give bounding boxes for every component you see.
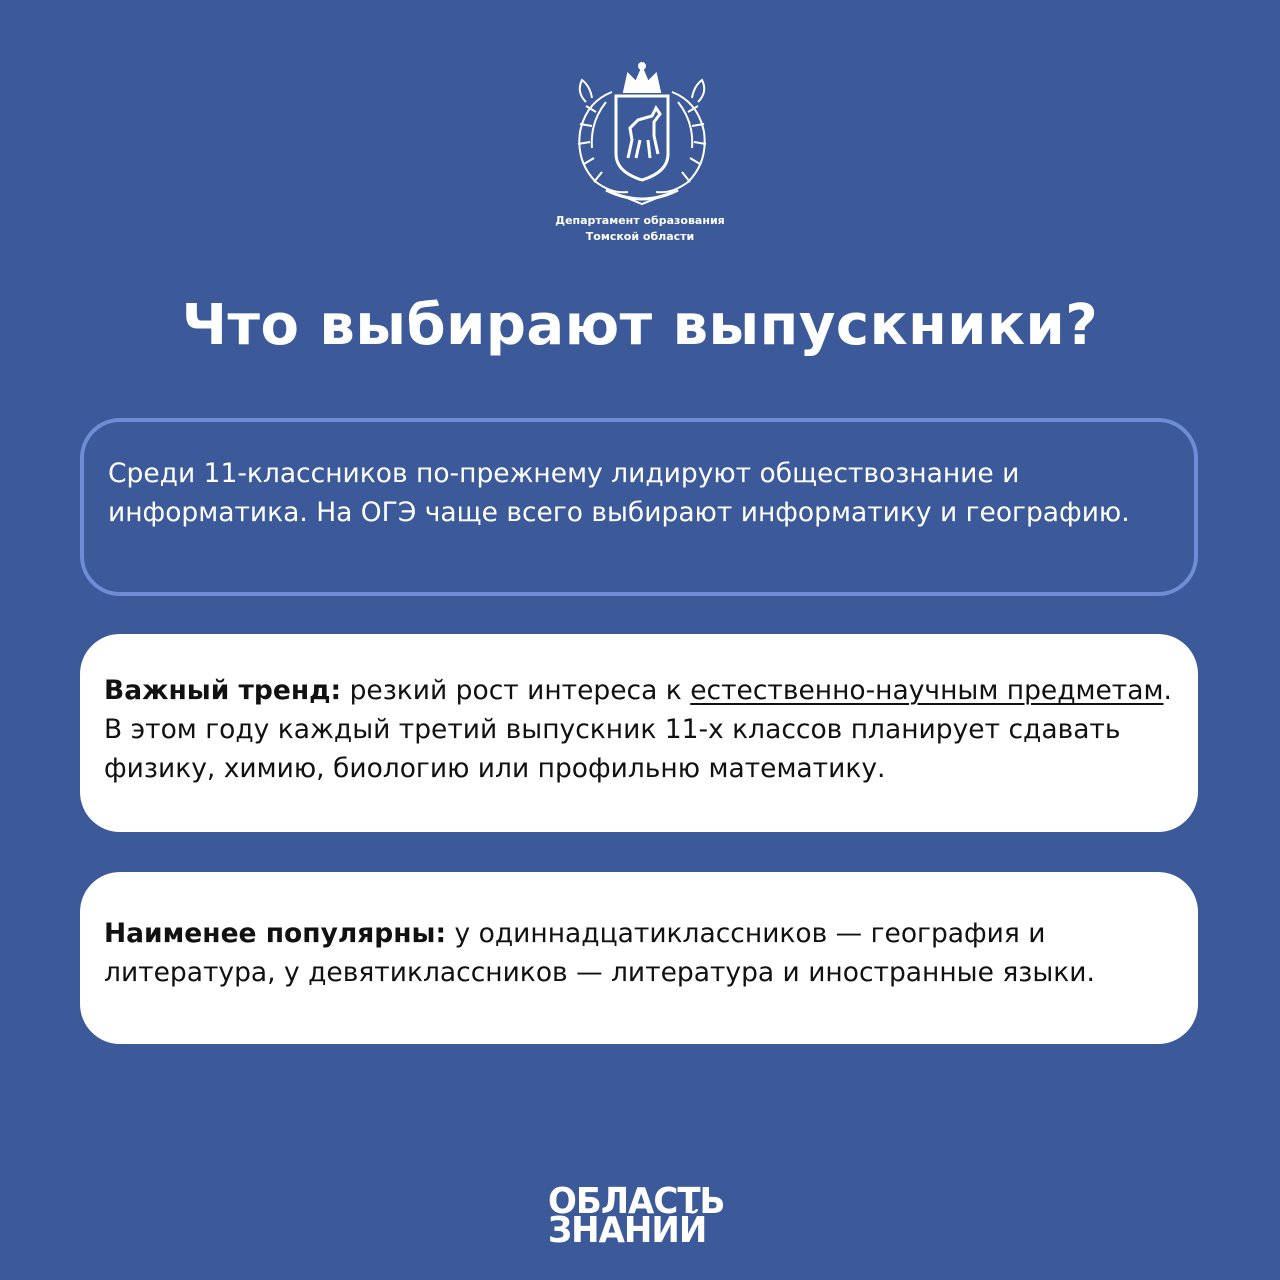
trend-text-after: . В этом году каждый третий выпускник 11-х классов планирует сдавать физику, химию, биологию или профильню математику.: [104, 675, 1172, 784]
intro-text: Среди 11-классников по-прежнему лидируют обществознание и информатика. На ОГЭ чаще всего выбирают информатику и географию.: [108, 458, 1130, 528]
organization-line-1: Департамент образования: [555, 214, 725, 227]
brand-line-2: ЗНАНИЙ: [548, 1209, 707, 1252]
least-popular-text: у одиннадцатиклассников — география и литература, у девятиклассников — литература и иностранные языки.: [104, 918, 1095, 988]
coat-of-arms-icon: [566, 62, 718, 210]
page-title: Что выбирают выпускники?: [181, 293, 1099, 358]
organization-name: [480, 213, 800, 245]
organization-line-2: Томской области: [585, 230, 695, 243]
brand-line-1: ОБЛАСТЬ: [548, 1180, 725, 1223]
trend-text-before: резкий рост интереса к: [341, 675, 691, 706]
trend-label: Важный тренд:: [104, 675, 342, 706]
brand-logo: [548, 1180, 734, 1252]
trend-subjects-link[interactable]: естественно-научным предметам: [690, 675, 1164, 706]
least-popular-label: Наименее популярны:: [104, 918, 447, 949]
intro-card: [80, 418, 1198, 596]
trend-card: [80, 634, 1198, 832]
least-popular-card: [80, 872, 1198, 1044]
